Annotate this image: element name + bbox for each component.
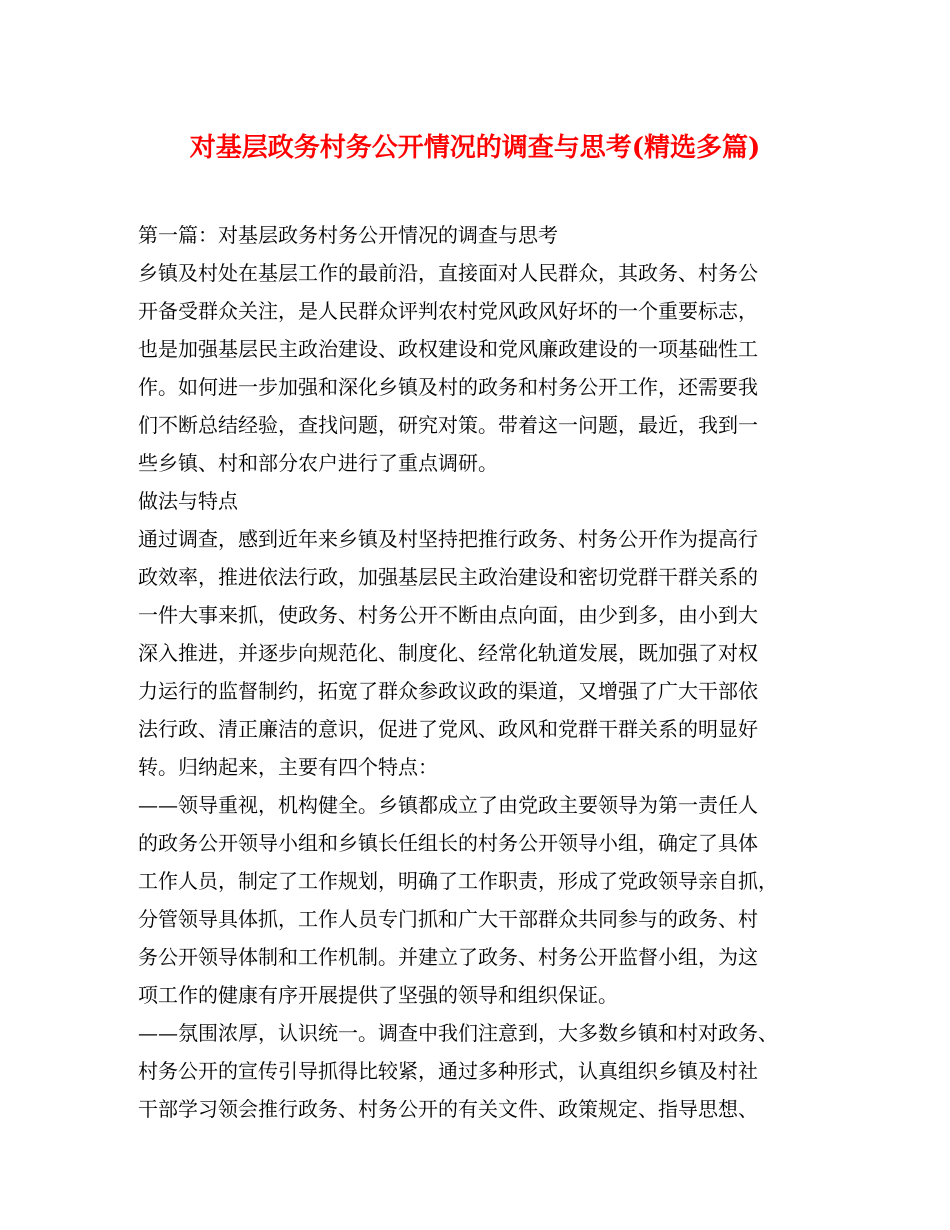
body-line: 务公开领导体制和工作机制。并建立了政务、村务公开监督小组，为这	[138, 945, 758, 969]
section-heading: 做法与特点	[138, 489, 238, 513]
body-line: 也是加强基层民主政治建设、政权建设和党风廉政建设的一项基础性工	[138, 337, 758, 361]
body-line: ——领导重视，机构健全。乡镇都成立了由党政主要领导为第一责任人	[138, 793, 758, 817]
body-line: 作。如何进一步加强和深化乡镇及村的政务和村务公开工作，还需要我	[138, 375, 758, 399]
body-line: 政效率，推进依法行政，加强基层民主政治建设和密切党群干群关系的	[138, 565, 758, 589]
document-title: 对基层政务村务公开情况的调查与思考(精选多篇)	[189, 133, 761, 163]
body-line: 项工作的健康有序开展提供了坚强的领导和组织保证。	[138, 983, 618, 1007]
body-line: 的政务公开领导小组和乡镇长任组长的村务公开领导小组，确定了具体	[138, 831, 758, 855]
body-line: 力运行的监督制约，拓宽了群众参政议政的渠道，又增强了广大干部依	[138, 679, 758, 703]
body-line: 第一篇：对基层政务村务公开情况的调查与思考	[138, 223, 558, 247]
body-line: 些乡镇、村和部分农户进行了重点调研。	[138, 451, 498, 475]
body-line: 们不断总结经验，查找问题，研究对策。带着这一问题，最近，我到一	[138, 413, 758, 437]
body-line: 乡镇及村处在基层工作的最前沿，直接面对人民群众，其政务、村务公	[138, 261, 758, 285]
document-body	[138, 216, 828, 1128]
body-line: 工作人员，制定了工作规划，明确了工作职责，形成了党政领导亲自抓，	[138, 869, 778, 893]
body-line: 村务公开的宣传引导抓得比较紧，通过多种形式，认真组织乡镇及村社	[138, 1059, 758, 1083]
body-line: 深入推进，并逐步向规范化、制度化、经常化轨道发展，既加强了对权	[138, 641, 758, 665]
body-line: 开备受群众关注，是人民群众评判农村党风政风好坏的一个重要标志，	[138, 299, 758, 323]
body-line: 分管领导具体抓，工作人员专门抓和广大干部群众共同参与的政务、村	[138, 907, 758, 931]
body-line: 通过调查，感到近年来乡镇及村坚持把推行政务、村务公开作为提高行	[138, 527, 758, 551]
body-line: ——氛围浓厚，认识统一。调查中我们注意到，大多数乡镇和村对政务、	[138, 1021, 778, 1045]
body-line: 一件大事来抓，使政务、村务公开不断由点向面，由少到多，由小到大	[138, 603, 758, 627]
body-line: 干部学习领会推行政务、村务公开的有关文件、政策规定、指导思想、	[138, 1097, 758, 1121]
body-line: 法行政、清正廉洁的意识，促进了党风、政风和党群干群关系的明显好	[138, 717, 758, 741]
body-line: 转。归纳起来，主要有四个特点：	[138, 755, 438, 779]
